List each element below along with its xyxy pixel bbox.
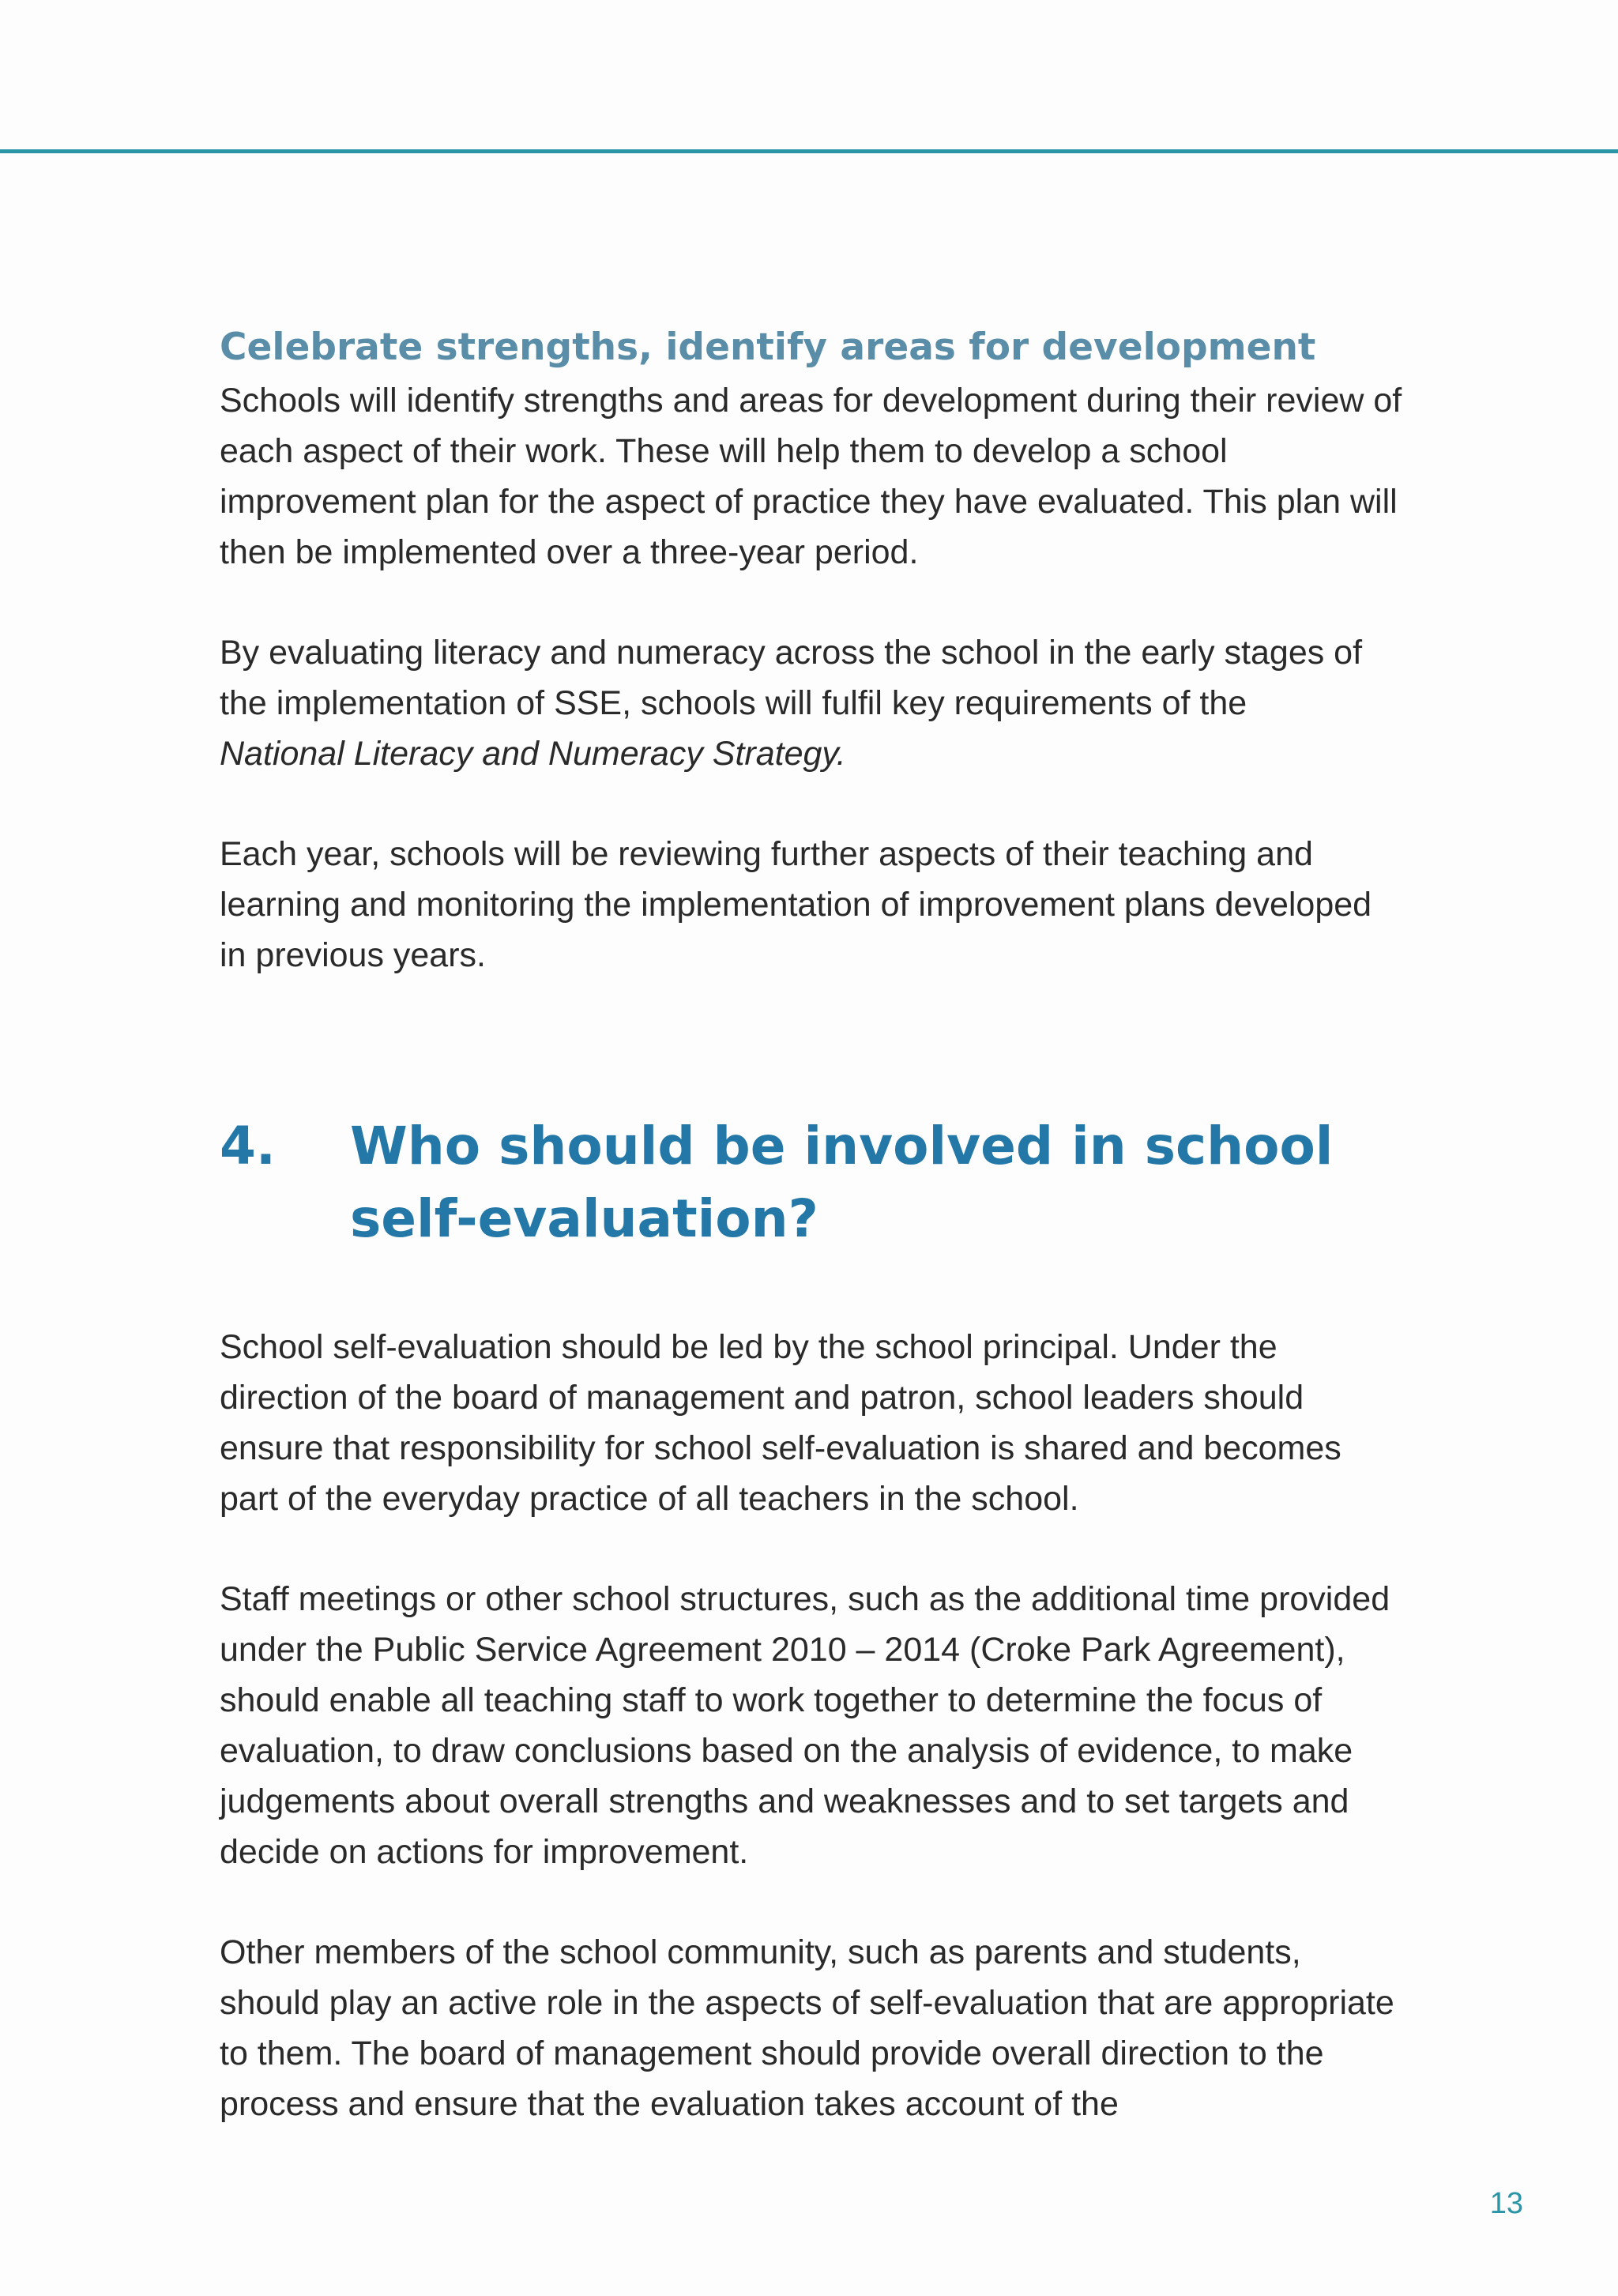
page-content xyxy=(220,320,1405,2129)
paragraph: Schools will identify strengths and areas for development during their review of each aspect of their work. These will help them to develop a school improvement plan for the aspect of practice they have evaluated. This plan will then be implemented over a three-year period. xyxy=(220,382,1402,571)
paragraph: School self-evaluation should be led by the school principal. Under the direction of the board of management and patron, school leaders should ensure that responsibility for school self-evaluation is shared and becomes part of the everyday practice of all teachers in the school. xyxy=(220,1328,1341,1518)
section-number: 4. xyxy=(220,1116,276,1176)
strategy-title: National Literacy and Numeracy Strategy. xyxy=(220,735,846,773)
subheading: Celebrate strengths, identify areas for development xyxy=(220,326,1316,369)
page-number: 13 xyxy=(1489,2187,1523,2220)
section-heading xyxy=(220,1110,1405,1255)
paragraph: Each year, schools will be reviewing further aspects of their teaching and learning and monitoring the implementation of improvement plans developed in previous years. xyxy=(220,835,1372,974)
paragraph: Staff meetings or other school structures, such as the additional time provided under the Public Service Agreement 2010 – 2014 (Croke Park Agreement), should enable all teaching staff to work together to determine the focus of evaluation, to draw conclusions based on the analysis of evidence, to make judgements about overall strengths and weaknesses and to set targets and decide on actions for improvement. xyxy=(220,1580,1390,1871)
paragraph-text: By evaluating literacy and numeracy across the school in the early stages of the implementation of SSE, schools will fulfil key requirements of the xyxy=(220,634,1363,722)
paragraph: Other members of the school community, such as parents and students, should play an active role in the aspects of self-evaluation that are appropriate to them. The board of management should provide overall direction to the process and ensure that the evaluation takes account of the xyxy=(220,1933,1394,2123)
paragraph xyxy=(220,627,1405,779)
header-rule xyxy=(0,149,1618,153)
section-title: Who should be involved in school self-evaluation? xyxy=(350,1116,1334,1249)
